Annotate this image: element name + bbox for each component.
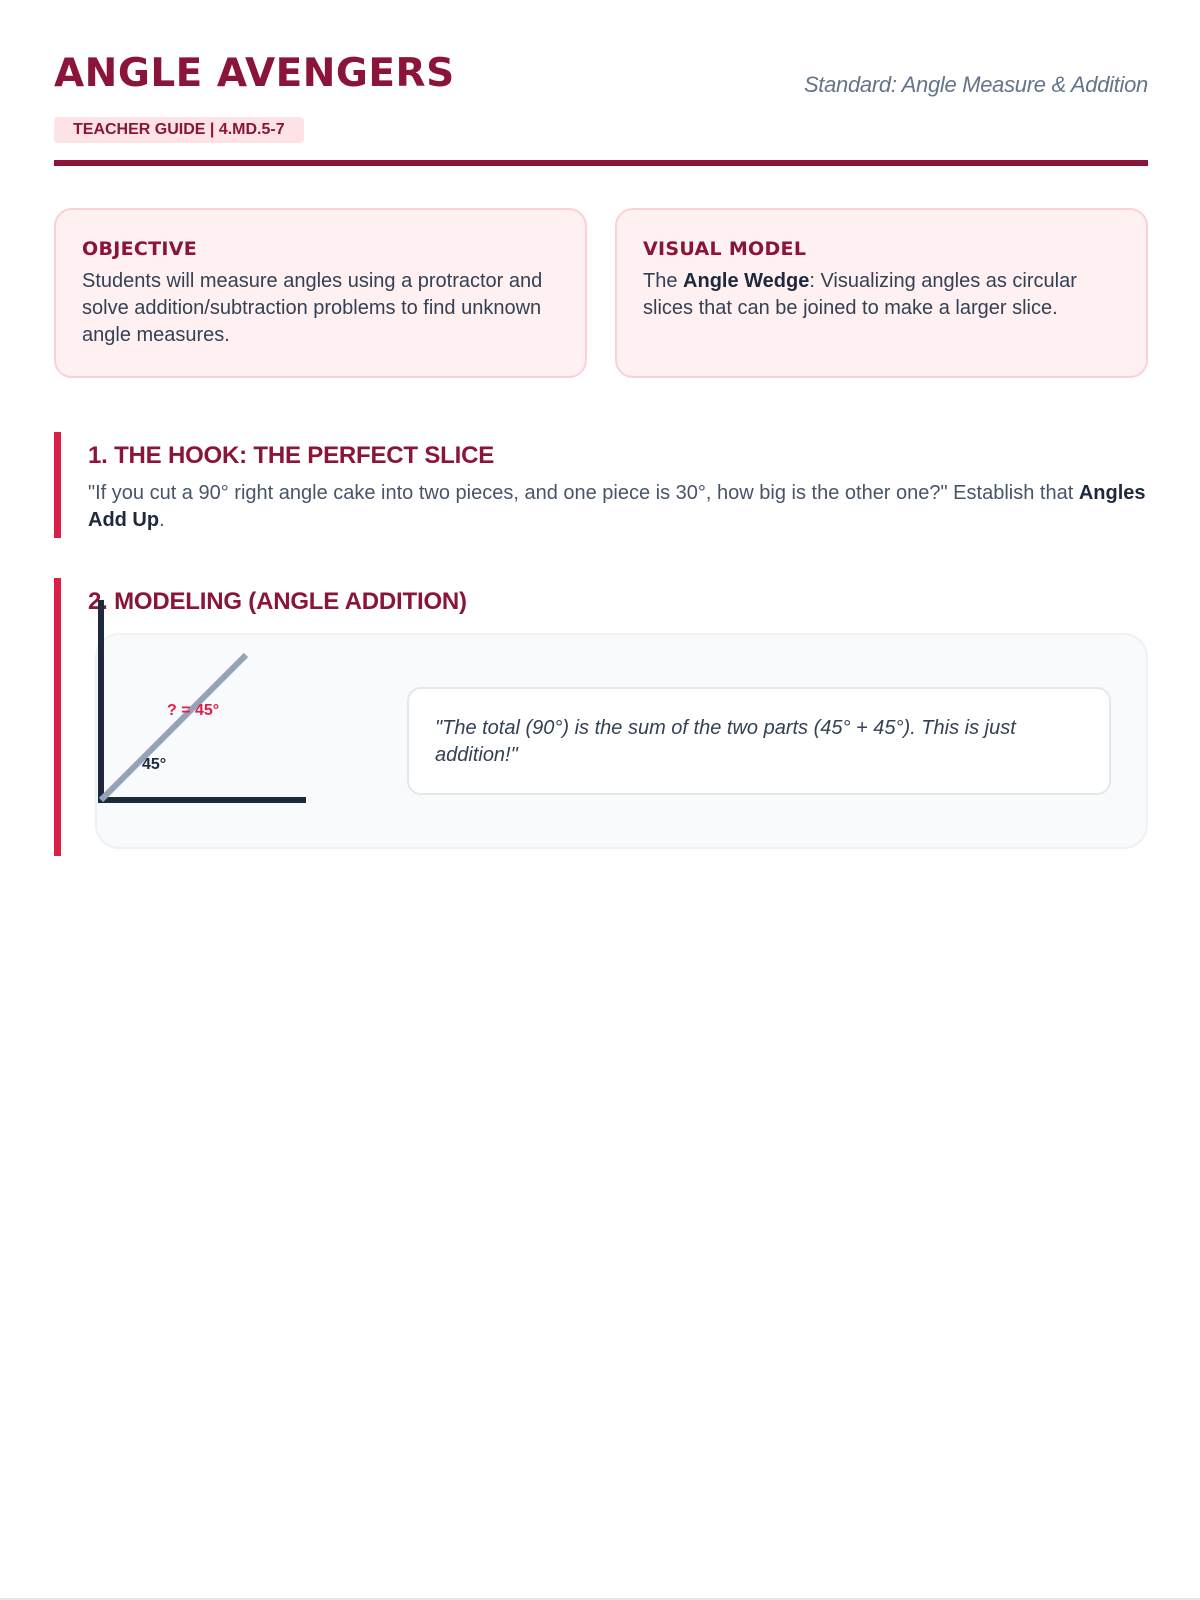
- objective-card: [54, 208, 587, 378]
- header-divider: [54, 160, 1148, 166]
- visual-model-title: VISUAL MODEL: [643, 238, 807, 260]
- page-title: ANGLE AVENGERS: [54, 51, 455, 96]
- standard-label: Standard: Angle Measure & Addition: [803, 72, 1148, 97]
- teacher-quote: "The total (90°) is the sum of the two parts (45° + 45°). This is just addition!": [407, 687, 1111, 795]
- hook-key-phrase: Angles Add Up: [88, 482, 1146, 531]
- modeling-title: 2. MODELING (ANGLE ADDITION): [88, 588, 467, 615]
- bisecting-ray: [101, 655, 246, 800]
- objective-text: Students will measure angles using a protractor and solve addition/subtraction problems to find unknown angle measures.: [82, 270, 543, 346]
- guide-badge: TEACHER GUIDE | 4.MD.5-7: [54, 117, 304, 143]
- visual-model-term: Angle Wedge: [683, 270, 810, 292]
- hook-section: [54, 432, 1148, 538]
- visual-model-card: [615, 208, 1148, 378]
- hook-title: 1. THE HOOK: THE PERFECT SLICE: [88, 442, 495, 469]
- hook-text-suffix: .: [159, 509, 165, 531]
- objective-title: OBJECTIVE: [82, 238, 198, 260]
- known-angle-label: 45°: [142, 756, 167, 773]
- modeling-box: [95, 633, 1148, 849]
- visual-model-text: [643, 268, 1120, 322]
- info-cards: [54, 208, 1148, 378]
- visual-model-text-suffix: : Visualizing angles as circular slices that can be joined to make a larger slice.: [643, 270, 1077, 319]
- unknown-angle-label: ? = 45°: [167, 702, 220, 719]
- hook-text-prefix: "If you cut a 90° right angle cake into two pieces, and one piece is 30°, how big is the other one?" Establish that: [88, 482, 1079, 504]
- page-header: [52, 0, 1148, 168]
- hook-text: [88, 480, 1148, 534]
- visual-model-text-prefix: The: [643, 270, 684, 292]
- modeling-section: [54, 578, 1148, 856]
- angle-addition-diagram: [63, 580, 383, 840]
